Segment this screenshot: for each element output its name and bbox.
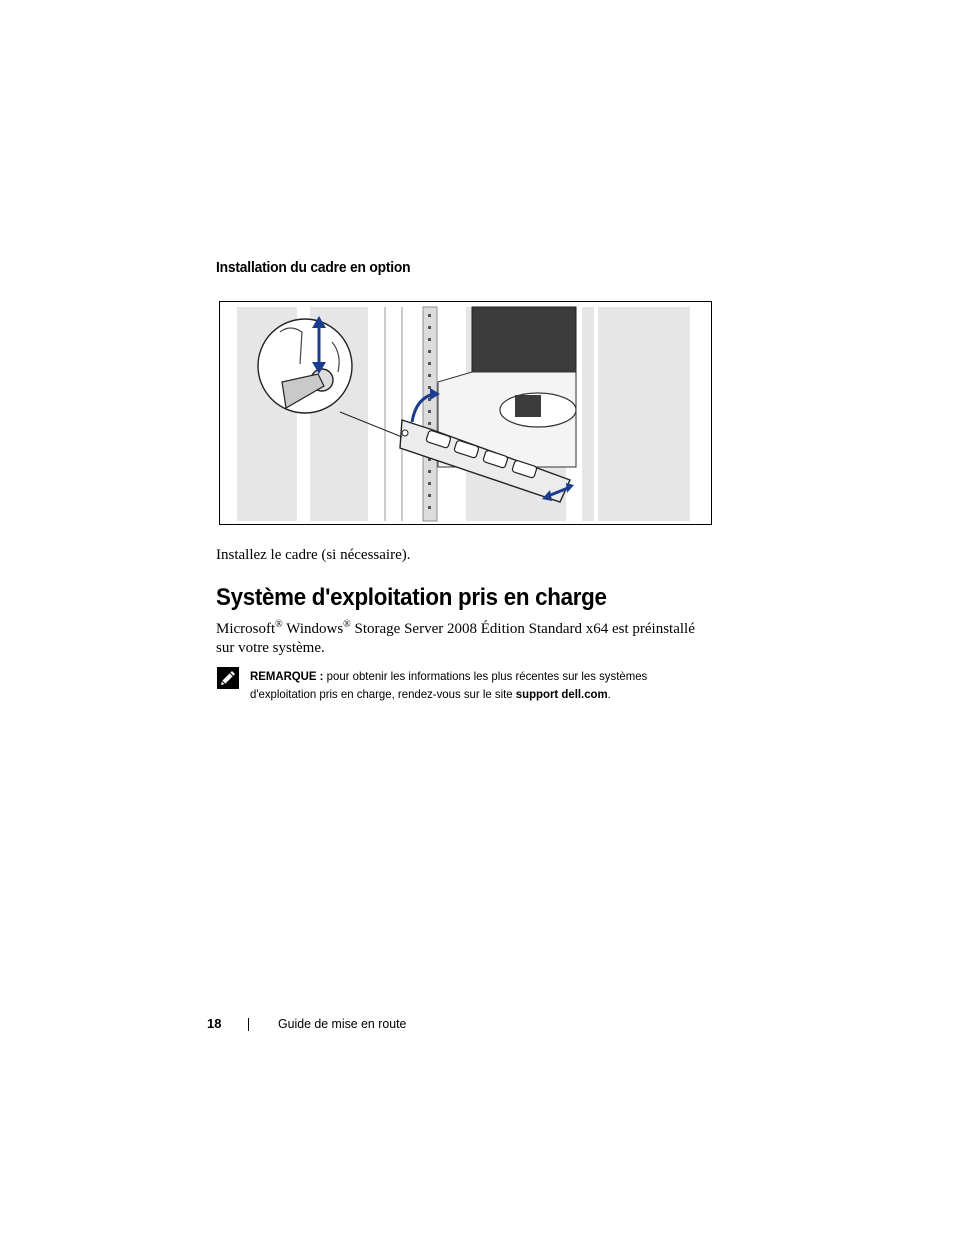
windows-text: Windows (282, 621, 344, 637)
figure-caption: Installez le cadre (si nécessaire). (216, 547, 411, 563)
key-detail-callout (258, 319, 352, 413)
microsoft-text: Microsoft (216, 621, 276, 637)
note-label: REMARQUE : (250, 669, 324, 683)
registered-mark: ® (343, 619, 351, 630)
support-link[interactable]: support dell.com (515, 686, 608, 701)
body-paragraph (216, 620, 716, 658)
footer-divider (248, 1018, 249, 1031)
note-block (250, 668, 697, 703)
bezel-installation-figure (219, 301, 712, 525)
note-end: . (607, 686, 611, 701)
footer-doc-title: Guide de mise en route (278, 1016, 407, 1031)
note-pencil-icon (217, 667, 239, 689)
page-number: 18 (207, 1016, 222, 1031)
body-rest-text: Storage Server 2008 Édition Standard x64 est préinstallé sur votre système. (216, 621, 695, 656)
note-text: pour obtenir les informations les plus récentes sur les systèmes d'exploitation pris en charge, rendez-vous sur le site (250, 669, 648, 701)
registered-mark: ® (275, 619, 283, 630)
section-heading: Système d'exploitation pris en charge (216, 584, 607, 611)
subsection-heading: Installation du cadre en option (216, 259, 411, 276)
